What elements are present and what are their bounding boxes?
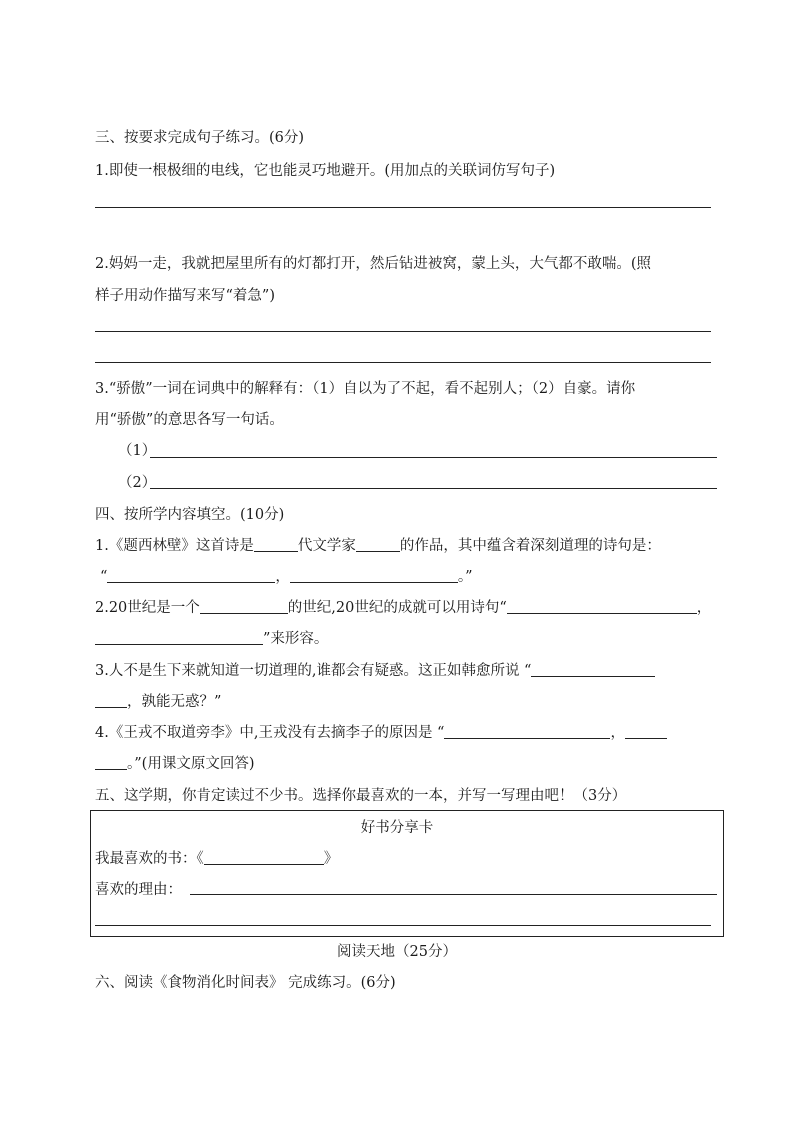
q4-text-a: 4.《王戎不取道旁李》中,王戎没有去摘李子的原因是 “ [95,725,445,741]
question-3-3-line1: 3.“骄傲”一词在词典中的解释有：（1）自以为了不起，看不起别人；（2）自豪。请你 [95,381,636,397]
fill-blank-author[interactable] [356,537,400,552]
fill-blank-quote-2[interactable] [95,693,127,708]
quote-close: 。” [457,569,473,585]
card-title: 好书分享卡 [360,820,434,836]
question-4-2-line2 [95,629,328,649]
book-title-close: 》 [323,851,339,867]
reason-line[interactable] [190,894,717,895]
question-4-4 [95,723,667,743]
q2-text-a: 2.20世纪是一个 [95,600,200,616]
fill-blank-poem-2[interactable] [95,630,263,645]
fill-blank-dynasty[interactable] [254,537,298,552]
question-4-4-line2 [95,754,254,774]
fill-blank-reason-1[interactable] [444,724,610,739]
answer-label-2: （2） [118,475,157,491]
reason-line[interactable] [95,925,711,926]
answer-line[interactable] [150,457,717,458]
answer-line[interactable] [95,207,711,208]
answer-line[interactable] [95,362,711,363]
comma: ， [610,725,625,741]
answer-label-1: （1） [118,443,157,459]
question-4-2 [95,598,711,618]
favorite-book-label: 我最喜欢的书：《 [95,851,204,867]
q3-text-a: 3.人不是生下来就知道一切道理的,谁都会有疑惑。这正如韩愈所说 “ [95,663,532,679]
reason-label: 喜欢的理由： [95,882,182,898]
section-4-title: 四、按所学内容填空。(10分) [95,507,285,523]
q2-text-c: ”来形容。 [263,631,329,647]
fill-blank-poem-1[interactable] [507,599,697,614]
section-3-title: 三、按要求完成句子练习。(6分) [95,130,305,146]
q1-text-c: 的作品，其中蕴含着深刻道理的诗句是： [399,538,661,554]
question-4-3-line2 [95,692,221,712]
fill-blank-reason-2[interactable] [625,724,667,739]
question-3-2-line2: 样子用动作描写来写“着急”) [95,288,275,304]
q1-text-b: 代文学家 [297,538,356,554]
q2-text-b: 的世纪,20世纪的成就可以用诗句“ [287,600,507,616]
q1-text-a: 1.《题西林壁》这首诗是 [95,538,254,554]
question-4-3 [95,661,655,681]
answer-line[interactable] [95,331,711,332]
fill-blank-quote-1[interactable] [531,662,655,677]
question-3-3-line2: 用“骄傲”的意思各写一句话。 [95,412,284,428]
favorite-book-row [95,849,338,869]
fill-blank-reason-3[interactable] [95,755,127,770]
comma: ， [275,569,290,585]
q4-text-b: 。”(用课文原文回答) [127,756,255,772]
question-4-1-answer [100,567,473,587]
question-3-1: 1.即使一根极细的电线，它也能灵巧地避开。(用加点的关联词仿写句子) [95,163,556,179]
section-5-title: 五、这学期，你肯定读过不少书。选择你最喜欢的一本，并写一写理由吧！（3分） [95,788,627,804]
fill-blank-century[interactable] [200,599,288,614]
favorite-book-input[interactable] [204,850,324,865]
comma: ， [696,600,712,616]
quote-open: “ [100,569,108,585]
answer-line[interactable] [150,488,717,489]
fill-blank-verse-2[interactable] [290,568,458,583]
question-3-2-line1: 2.妈妈一走，我就把屋里所有的灯都打开，然后钻进被窝，蒙上头，大气都不敢喘。(照 [95,256,651,272]
q3-text-b: ，孰能无惑？” [127,694,222,710]
fill-blank-verse-1[interactable] [107,568,275,583]
question-4-1 [95,536,661,556]
section-6-title: 六、阅读《食物消化时间表》 完成练习。(6分) [95,975,396,991]
reading-section-heading: 阅读天地（25分） [337,944,457,960]
